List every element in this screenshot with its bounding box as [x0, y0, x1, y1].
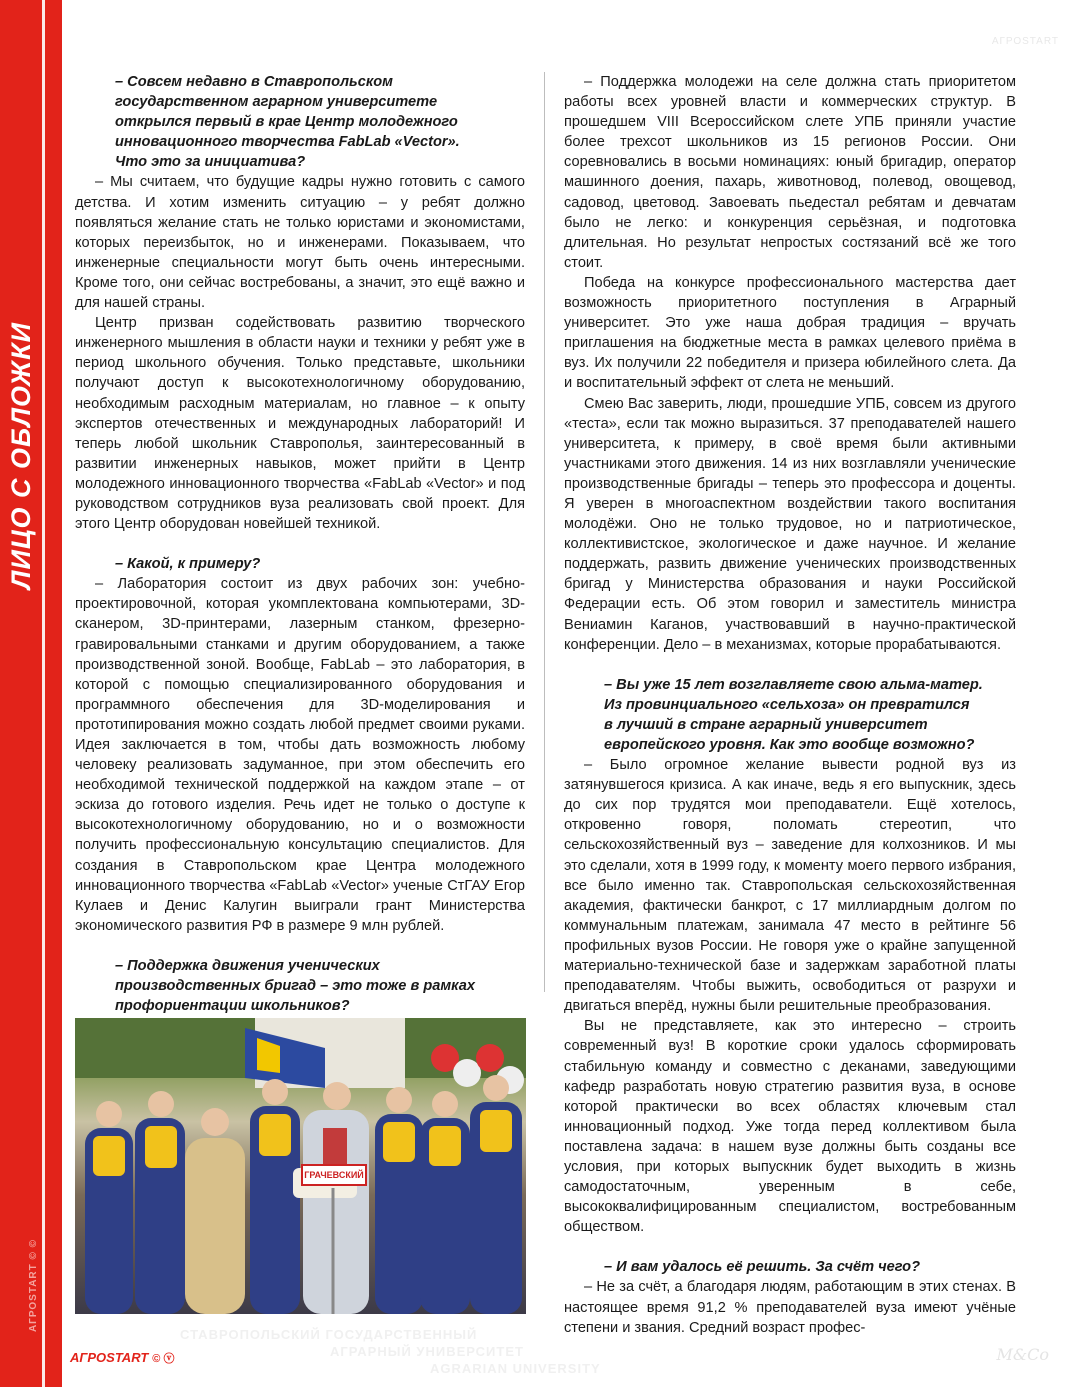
band-stripe [42, 0, 45, 1387]
question-line: – Совсем недавно в Ставропольском [115, 74, 393, 90]
footer-logo [70, 1350, 174, 1366]
side-logo [26, 1230, 42, 1340]
question-line: европейского уровня. Как это вообще возможно? [604, 737, 975, 753]
question-line: – Поддержка движения ученических [115, 957, 380, 974]
column-divider [544, 72, 545, 992]
section-label [2, 290, 42, 620]
article-paragraph: – Не за счёт, а благодаря людям, работающим в этих стенах. В настоящее время 91,2 % преподавателей вуза имеют учёные степени и звания. Средний возраст профес- [564, 1279, 1016, 1336]
interview-question [75, 72, 525, 172]
question-line: профориентации школьников? [115, 998, 350, 1015]
footer-ghost-line: СТАВРОПОЛЬСКИЙ ГОСУДАРСТВЕННЫЙ [180, 1327, 478, 1342]
article-paragraph: – Мы считаем, что будущие кадры нужно готовить с самого детства. И хотим изменить ситуацию – у ребят должно появляться желание стать не только юристами и экономистами, которых переизбыток, но и инженерами. Показываем, что инженерные специальности могут быть очень интересными. Кроме того, они сейчас востребованы, а значит, это ещё важно и для нашей страны. [75, 174, 525, 312]
interview-question [564, 675, 1016, 755]
article-paragraph: Центр призван содействовать развитию творческого инженерного мышления в области науки и техники у ребят уже в период школьного обучения. Только представьте, школьники получают доступ к высокотехнологичному оборудованию, необходимым расходным материалам, но главное – к опыту экспертов отечественных и международных лабораторий! И теперь любой школьник Ставрополья, заинтересованный в развитии инженерных навыков, может прийти в Центр молодежного инновационного творчества «FabLab «Vector» и под руководством сотрудников вуза реализовать свой проект. Для этого Центр оборудован новейшей техникой. [75, 315, 525, 533]
question-line: – Вы уже 15 лет возглавляете свою альма-матер. [604, 676, 983, 693]
footer-ghost-line: АГРАРНЫЙ УНИВЕРСИТЕТ [330, 1344, 524, 1359]
question-line: Из провинциального «сельхоза» он превратился [604, 696, 970, 713]
question-line: инновационного творчества FabLab «Vector». [115, 134, 460, 151]
question-line: производственных бригад – это тоже в рамках [115, 978, 475, 995]
question-line: – И вам удалось её решить. За счёт чего? [604, 1259, 920, 1276]
article-column-left [75, 72, 525, 1016]
paragraph-gap [75, 534, 525, 554]
article-paragraph: – Было огромное желание вывести родной вуз из затянувшегося кризиса. А как иначе, ведь я его выпускник, здесь до сих пор трудятся мои преподаватели. Ещё хотелось, откровенно говоря, поломать стереотип, что сельскохозяйственный вуз – заведение для колхозников. И мы это сделали, хотя в 1999 году, к моменту моего первого избрания, все было именно так. Ставропольская сельскохозяйственная академия, фактически банкрот, с 17 миллиардным долгом по коммунальным платежам, занимала 47 место в рейтинге 56 профильных вузов России. Не говоря уже о крайне запущенной материально-технической базе и задержкам заработной платы преподавателям. Чтобы выжить, освободиться от разрухи и двигаться вперёд, нужны были решительные преобразования. [564, 757, 1016, 1015]
article-paragraph: Смею Вас заверить, люди, прошедшие УПБ, совсем из другого «теста», если так можно выразиться. 37 преподавателей нашего университета, к примеру, в своё время были активными участниками этого движения. 14 из них возглавляли ученические производственные бригады – теперь это профессора и доценты. Я уверен в многоаспектном воздействии такого воспитания молодёжи. Оно не только трудовое, но и патриотическое, коллективистское, экологическое и даже научное. И желание поддержать, развить движение ученических производственных бригад у Министерства образования и науки Российской Федерации есть. Об этом говорил и заместитель министра Вениамин Каганов, участвовавший в научно-практической конференции. Дело – в механизмах, которые прорабатываются. [564, 395, 1016, 653]
header-ghost-logo: АГРОSTART [991, 36, 1059, 47]
photo-sign: ГРАЧЕВСКИЙ [301, 1164, 367, 1186]
question-line: государственном аграрном университете [115, 94, 438, 111]
interview-question [564, 1257, 1016, 1277]
article-paragraph: – Лаборатория состоит из двух рабочих зон: учебно-проектировочной, которая укомплектована компьютерами, 3D-сканером, 3D-принтерами, лазерным станком, фрезерно-гравировальными станками и другим оборудованием, а также производственной зоной. Вообще, FabLab – это лаборатория, в которой с помощью специализированного оборудования и программного обеспечения для 3D-моделирования и прототипирования можно создать любой предмет своими руками. Идея заключается в том, чтобы дать возможность любому человеку реализовать задуманное, при этом обеспечить его необходимой технической поддержкой на каждом этапе – от эскиза до готового изделия. Речь идет не только о доступе к высокотехнологичному оборудованию, но и о возможности получить профессиональную консультацию специалистов. Для создания в Ставропольском крае Центра молодежного инновационного творчества «FabLab «Vector» ученые СтГАУ Егор Кулаев и Денис Калугин выиграли грант Министерства экономического развития РФ в размере 9 млн рублей. [75, 576, 525, 934]
question-line: Что это за инициатива? [115, 154, 306, 171]
footer-ghost-text [180, 1326, 700, 1377]
question-line: в лучший в стране аграрный университет [604, 716, 928, 733]
article-paragraph: Победа на конкурсе профессионального мастерства дает возможность приоритетного поступления в Аграрный университет. Это уже наша добрая традиция – вручать приглашения на бюджетные места в рамках целевого приёма в вуз. Их получили 22 победителя и призера юбилейного слета. Да и воспитательный эффект от слета не меньший. [564, 274, 1016, 392]
interview-question [75, 554, 525, 574]
interview-question [75, 956, 525, 1016]
article-photo [75, 1018, 526, 1314]
footer-logo-agro: АГРО [70, 1350, 107, 1365]
section-label-text: ЛИЦО С ОБЛОЖКИ [6, 321, 37, 589]
left-red-band [0, 0, 62, 1387]
question-line: – Какой, к примеру? [115, 556, 261, 573]
paragraph-gap [564, 1237, 1016, 1257]
paragraph-gap [564, 655, 1016, 675]
article-paragraph: – Поддержка молодежи на селе должна стать приоритетом работы всех уровней власти и коммерческих структур. В прошедшем VIII Всероссийском слете УПБ приняли участие более трехсот школьников из 15 регионов России. Они соревновались в восьми номинациях: юный бригадир, оператор машинного доения, пахарь, животновод, полевод, овощевод, садовод, цветовод. Завоевать пьедестал ребятам и девчатам было не легко: и конкуренция серьёзная, и подготовка длительная. Но результат непростых состязаний всё же того стоит. [564, 74, 1016, 271]
article-paragraph: Вы не представляете, как это интересно – строить современный вуз! В короткие сроки удалось сформировать стабильную команду и совместно с деканами, заведующими кафедр разработать новую стратегию развития вуза, в основе которой практически во всех областях ключевым стал инновационный подход. Уже тогда перед коллективом была поставлена задача: в нашем вузе должны быть созданы все условия, при которых выпускник будет выходить в жизнь самодостаточным, уверенным в себе, высококвалифицированным специалистом, востребованным обществом. [564, 1018, 1016, 1236]
question-line: открылся первый в крае Центр молодежного [115, 114, 458, 131]
article-column-right [564, 72, 1016, 1338]
paragraph-gap [75, 936, 525, 956]
footer-logo-marks: © ⓥ [152, 1353, 175, 1365]
footer-ghost-line: AGRARIAN UNIVERSITY [430, 1361, 601, 1376]
footer-logo-start: START [106, 1350, 149, 1365]
footer-signature: M&Co [996, 1345, 1049, 1364]
side-logo-text: АГРОSTART © © [28, 1238, 40, 1332]
